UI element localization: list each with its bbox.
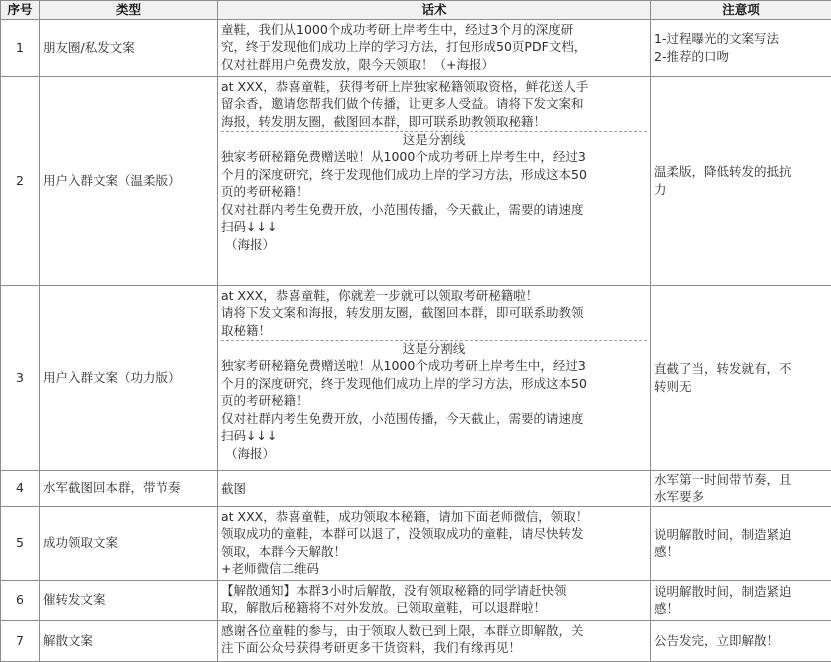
row-seq: 3: [1, 285, 40, 470]
script-line: 感谢各位童鞋的参与，由于领取人数已到上限，本群立即解散，关: [221, 622, 647, 640]
script-line: 【解散通知】本群3小时后解散，没有领取秘籍的同学请赶快领: [221, 582, 647, 600]
row-type: 用户入群文案（温柔版）: [40, 76, 218, 285]
row-type: 用户入群文案（功力版）: [40, 285, 218, 470]
note-line: 1-过程曝光的文案写法: [654, 30, 828, 48]
row-note: [651, 620, 831, 661]
script-line: 究，终于发现他们成功上岸的学习方法，打包形成50页PDF文档，: [221, 38, 647, 56]
script-line: +老师微信二维码: [221, 560, 647, 578]
header-seq: 序号: [1, 1, 40, 20]
row-seq: 1: [1, 19, 40, 76]
note-line: 力: [654, 181, 828, 199]
script-line: 扫码↓↓↓: [221, 218, 647, 236]
table-row: [1, 285, 831, 470]
table-row: [1, 620, 831, 661]
script-line: at XXX，恭喜童鞋，获得考研上岸独家秘籍领取资格，鲜花送人手: [221, 78, 647, 96]
row-type: 成功领取文案: [40, 506, 218, 580]
script-line: 页的考研秘籍！: [221, 392, 647, 410]
row-type: 催转发文案: [40, 580, 218, 620]
script-divider: 这是分割线: [221, 340, 647, 357]
script-line: 独家考研秘籍免费赠送啦！从1000个成功考研上岸考生中，经过3: [221, 148, 647, 166]
table-row: [1, 76, 831, 285]
note-line: 转则无: [654, 378, 828, 396]
row-note: [651, 506, 831, 580]
table-row: [1, 19, 831, 76]
script-line: 领取，本群今天解散！: [221, 543, 647, 561]
script-line: 领取成功的童鞋，本群可以退了，没领取成功的童鞋，请尽快转发: [221, 525, 647, 543]
note-line: 感！: [654, 600, 828, 618]
header-note: 注意项: [651, 1, 831, 20]
script-line: 个月的深度研究，终于发现他们成功上岸的学习方法，形成这本50: [221, 166, 647, 184]
note-line: 水军要多: [654, 488, 828, 506]
script-line: 扫码↓↓↓: [221, 427, 647, 445]
row-type: 朋友圈/私发文案: [40, 19, 218, 76]
note-line: 2-推荐的口吻: [654, 48, 828, 66]
row-script: [218, 76, 651, 285]
script-line: 海报，转发朋友圈，截图回本群，即可联系助教领取秘籍！: [221, 113, 647, 131]
row-note: [651, 470, 831, 506]
table-row: [1, 506, 831, 580]
row-note: [651, 580, 831, 620]
row-note: [651, 19, 831, 76]
row-script: [218, 620, 651, 661]
row-seq: 7: [1, 620, 40, 661]
note-line: 感！: [654, 543, 828, 561]
row-script: [218, 470, 651, 506]
script-line: 请将下发文案和海报，转发朋友圈，截图回本群，即可联系助教领: [221, 304, 647, 322]
table-row: [1, 580, 831, 620]
script-line: 注下面公众号获得考研更多干货资料，我们有缘再见！: [221, 639, 647, 657]
script-line: （海报）: [221, 445, 647, 463]
note-line: 公告发完，立即解散！: [654, 632, 828, 650]
row-note: [651, 76, 831, 285]
script-divider: 这是分割线: [221, 131, 647, 148]
header-row: [1, 1, 831, 20]
note-line: 水军第一时间带节奏，且: [654, 471, 828, 489]
row-script: [218, 285, 651, 470]
script-line: at XXX，恭喜童鞋，成功领取本秘籍，请加下面老师微信，领取！: [221, 508, 647, 526]
script-line: 取秘籍！: [221, 322, 647, 340]
script-line: 独家考研秘籍免费赠送啦！从1000个成功考研上岸考生中，经过3: [221, 357, 647, 375]
row-script: [218, 580, 651, 620]
script-line: 仅对社群内考生免费开放，小范围传播，今天截止，需要的请速度: [221, 201, 647, 219]
header-type: 类型: [40, 1, 218, 20]
script-line: 留余香，邀请您帮我们做个传播，让更多人受益。请将下发文案和: [221, 95, 647, 113]
row-seq: 6: [1, 580, 40, 620]
note-line: 说明解散时间，制造紧迫: [654, 583, 828, 601]
row-script: [218, 19, 651, 76]
row-seq: 4: [1, 470, 40, 506]
row-note: [651, 285, 831, 470]
row-script: [218, 506, 651, 580]
row-seq: 5: [1, 506, 40, 580]
script-line: 截图: [221, 480, 647, 498]
script-line: at XXX，恭喜童鞋，你就差一步就可以领取考研秘籍啦！: [221, 287, 647, 305]
script-line: 取，解散后秘籍将不对外发放。已领取童鞋，可以退群啦！: [221, 599, 647, 617]
row-type: 解散文案: [40, 620, 218, 661]
row-seq: 2: [1, 76, 40, 285]
header-script: 话术: [218, 1, 651, 20]
row-type: 水军截图回本群，带节奏: [40, 470, 218, 506]
script-line: 页的考研秘籍！: [221, 183, 647, 201]
script-line: 个月的深度研究，终于发现他们成功上岸的学习方法，形成这本50: [221, 375, 647, 393]
table-row: [1, 470, 831, 506]
script-line: 童鞋，我们从1000个成功考研上岸考生中，经过3个月的深度研: [221, 21, 647, 39]
note-line: 温柔版，降低转发的抵抗: [654, 163, 828, 181]
script-line: 仅对社群用户免费发放，限今天领取！（+海报）: [221, 56, 647, 74]
note-line: 直截了当，转发就有，不: [654, 360, 828, 378]
script-line: （海报）: [221, 236, 647, 254]
script-line: 仅对社群内考生免费开放，小范围传播，今天截止，需要的请速度: [221, 410, 647, 428]
table-body: [1, 19, 831, 661]
note-line: 说明解散时间，制造紧迫: [654, 526, 828, 544]
